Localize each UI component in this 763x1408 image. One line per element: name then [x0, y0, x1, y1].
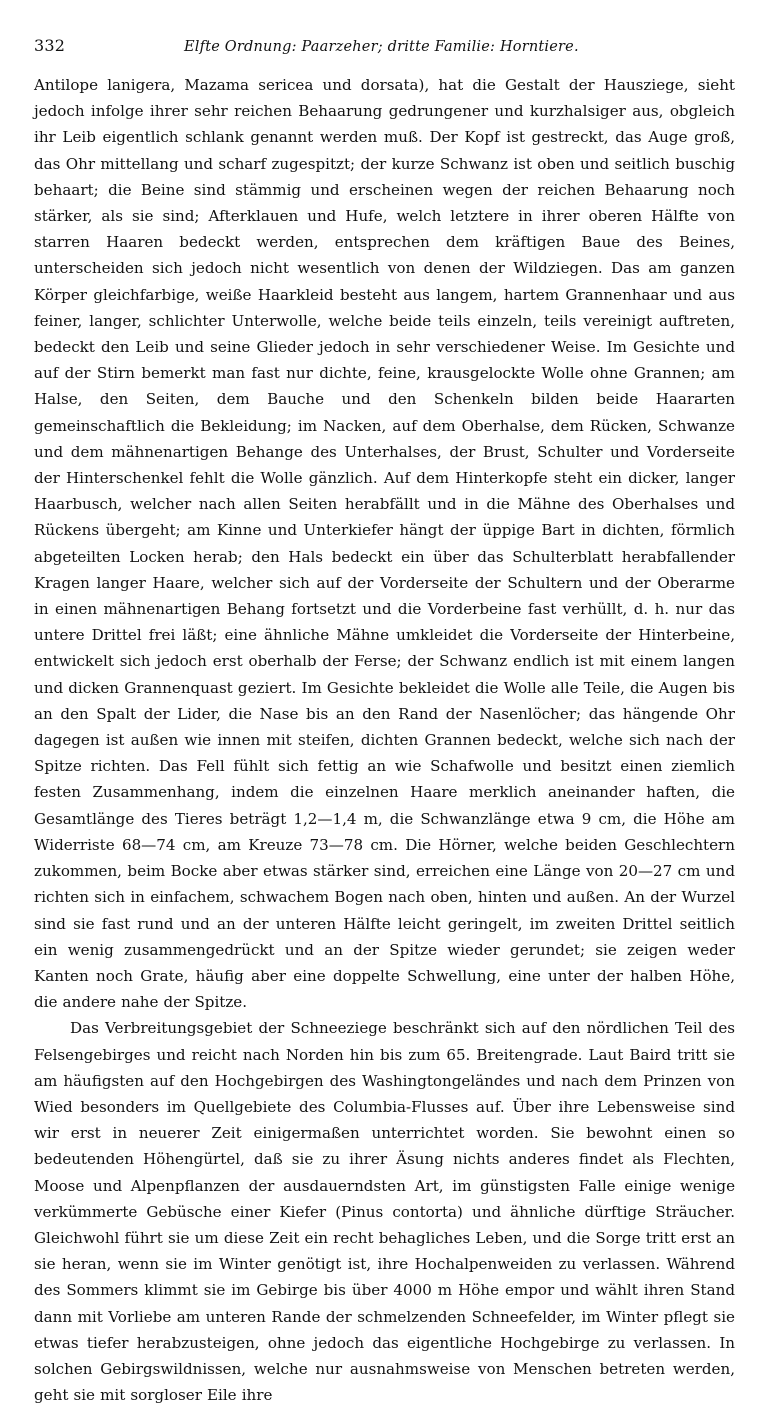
body-text — [34, 72, 735, 1408]
paragraph-1: Antilope lanigera, Mazama sericea und dorsata), hat die Gestalt der Hausziege, sieht jedoch infolge ihrer sehr reichen Behaarung gedrungener und kurzhalsiger aus, obgleich ihr Leib eigentlich schlank genannt werden muß. Der Kopf ist gestreckt, das Auge groß, das Ohr mittellang und scharf zugespitzt; der kurze Schwanz ist oben und seitlich buschig behaart; die Beine sind stämmig und erscheinen wegen der reichen Behaarung noch stärker, als sie sind; Afterklauen und Hufe, welch letztere in ihrer oberen Hälfte von starren Haaren bedeckt werden, entsprechen dem kräftigen Baue des Beines, unterscheiden sich jedoch nicht wesentlich von denen der Wildziegen. Das am ganzen Körper gleichfarbige, weiße Haarkleid besteht aus langem, hartem Grannenhaar und aus feiner, langer, schlichter Unterwolle, welche beide teils einzeln, teils vereinigt auftreten, bedeckt den Leib und seine Glieder jedoch in sehr verschiedener Weise. Im Gesichte und auf der Stirn bemerkt man fast nur dichte, feine, krausgelockte Wolle ohne Grannen; am Halse, den Seiten, dem Bauche und den Schenkeln bilden beide Haararten gemeinschaftlich die Bekleidung; im Nacken, auf dem Oberhalse, dem Rücken, Schwanze und dem mähnenartigen Behange des Unterhalses, der Brust, Schulter und Vorderseite der Hinterschenkel fehlt die Wolle gänzlich. Auf dem Hinterkopfe steht ein dicker, langer Haarbusch, welcher nach allen Seiten herabfällt und in die Mähne des Oberhalses und Rückens übergeht; am Kinne und Unterkiefer hängt der üppige Bart in dichten, förmlich abgeteilten Locken herab; den Hals bedeckt ein über das Schulterblatt herabfallender Kragen langer Haare, welcher sich auf der Vorderseite der Schultern und der Oberarme in einen mähnenartigen Behang fortsetzt und die Vorderbeine fast verhüllt, d. h. nur das untere Drittel frei läßt; eine ähnliche Mähne umkleidet die Vorderseite der Hinterbeine, entwickelt sich jedoch erst oberhalb der Ferse; der Schwanz endlich ist mit einem langen und dicken Grannenquast geziert. Im Gesichte bekleidet die Wolle alle Teile, die Augen bis an den Spalt der Lider, die Nase bis an den Rand der Nasenlöcher; das hängende Ohr dagegen ist außen wie innen mit steifen, dichten Grannen bedeckt, welche sich nach der Spitze richten. Das Fell fühlt sich fettig an wie Schafwolle und besitzt einen ziemlich festen Zusammenhang, indem die einzelnen Haare merklich aneinander haften, die Gesamtlänge des Tieres beträgt 1,2—1,4 m, die Schwanzlänge etwa 9 cm, die Höhe am Widerriste 68—74 cm, am Kreuze 73—78 cm. Die Hörner, welche beiden Geschlechtern zukommen, beim Bocke aber etwas stärker sind, erreichen eine Länge von 20—27 cm und richten sich in einfachem, schwachem Bogen nach oben, hinten und außen. An der Wurzel sind sie fast rund und an der unteren Hälfte leicht geringelt, im zweiten Drittel seitlich ein wenig zusammengedrückt und an der Spitze wieder gerundet; sie zeigen weder Kanten noch Grate, häufig aber eine doppelte Schwellung, eine unter der halben Höhe, die andere nahe der Spitze. — [34, 76, 735, 1012]
page-number: 332 — [34, 36, 66, 55]
running-head — [34, 36, 735, 60]
paragraph-2: Das Verbreitungsgebiet der Schneeziege beschränkt sich auf den nördlichen Teil des Felsengebirges und reicht nach Norden hin bis zum 65. Breitengrade. Laut Baird tritt sie am häufigsten auf den Hochgebirgen des Washingtongeländes und nach dem Prinzen von Wied besonders im Quellgebiete des Columbia-Flusses auf. Über ihre Lebensweise sind wir erst in neuerer Zeit einigermaßen unterrichtet worden. Sie bewohnt einen so bedeutenden Höhengürtel, daß sie zu ihrer Äsung nichts anderes findet als Flechten, Moose und Alpenpflanzen der ausdauerndsten Art, im günstigsten Falle einige wenige verkümmerte Gebüsche einer Kiefer (Pinus contorta) und ähnliche dürftige Sträucher. Gleichwohl führt sie um diese Zeit ein recht behagliches Leben, und die Sorge tritt erst an sie heran, wenn sie im Winter genötigt ist, ihre Hochalpenweiden zu verlassen. Während des Sommers klimmt sie im Gebirge bis über 4000 m Höhe empor und wählt ihren Stand dann mit Vorliebe am unteren Rande der schmelzenden Schneefelder, im Winter pflegt sie etwas tiefer herabzusteigen, ohne jedoch das eigentliche Hochgebirge zu verlassen. In solchen Gebirgswildnissen, welche nur ausnahmsweise von Menschen betreten werden, geht sie mit sorgloser Eile ihre — [34, 1019, 735, 1405]
running-title: Elfte Ordnung: Paarzeher; dritte Familie: Horntiere. — [184, 39, 579, 55]
